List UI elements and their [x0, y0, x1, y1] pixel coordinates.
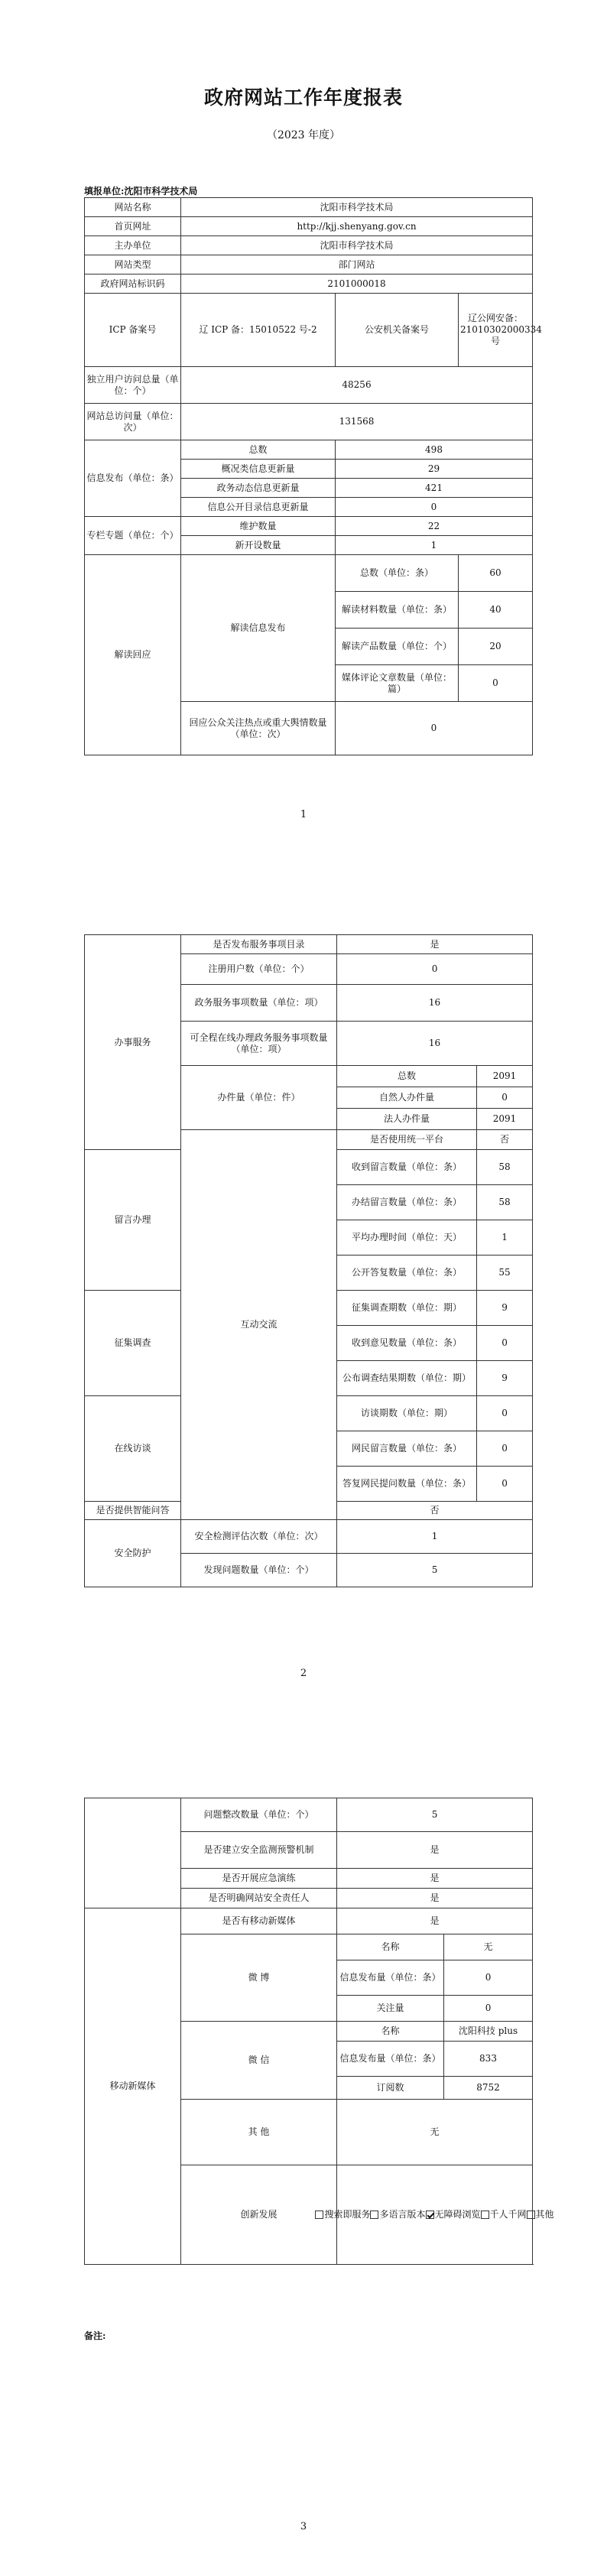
survey-count-label: 征集调查期数（单位：期） [337, 1291, 477, 1326]
wechat-pub-value: 833 [444, 2042, 533, 2077]
msg-recv-value: 58 [477, 1150, 533, 1185]
interpret-respond-value: 0 [336, 702, 533, 755]
media-has-label: 是否有移动新媒体 [181, 1908, 337, 1934]
security-check-label: 安全检测评估次数（单位：次） [181, 1520, 337, 1554]
column-maintain-label: 维护数量 [181, 517, 336, 536]
innovation-option-label: 搜索即服务 [324, 2209, 371, 2220]
survey-label: 征集调查 [85, 1291, 181, 1396]
info-catalog-value: 0 [336, 498, 533, 517]
police-label: 公安机关备案号 [336, 294, 459, 367]
home-url-value: http://kjj.shenyang.gov.cn [181, 217, 533, 236]
wechat-name-label: 名称 [337, 2022, 444, 2042]
innovation-label: 创新发展 [181, 2165, 337, 2265]
basic-info-table [84, 197, 542, 755]
home-url-label: 首页网址 [85, 217, 181, 236]
msg-pub-label: 公开答复数量（单位：条） [337, 1256, 477, 1291]
innovation-option-label: 其他 [535, 2209, 554, 2220]
info-publish-label: 信息发布（单位：条） [85, 440, 181, 517]
innovation-option[interactable] [527, 2209, 554, 2220]
site-type-label: 网站类型 [85, 255, 181, 274]
interact-platform-value: 否 [477, 1130, 533, 1150]
interpret-material-value: 40 [459, 592, 533, 629]
innovation-option[interactable] [370, 2209, 425, 2220]
msg-done-value: 58 [477, 1185, 533, 1220]
security-found-label: 发现问题数量（单位：个） [181, 1554, 337, 1587]
weibo-label: 微 博 [181, 1934, 337, 2022]
interpret-product-label: 解读产品数量（单位：个） [336, 629, 459, 665]
talk-label: 在线访谈 [85, 1396, 181, 1502]
checkbox-icon[interactable] [481, 2211, 489, 2219]
site-name-value: 沈阳市科学技术局 [181, 198, 533, 217]
service-corp-value: 2091 [477, 1109, 533, 1130]
service-interaction-table [84, 934, 533, 1587]
innovation-option[interactable] [426, 2209, 481, 2220]
sponsor-label: 主办单位 [85, 236, 181, 255]
checkbox-icon[interactable] [426, 2211, 434, 2219]
talk-reply-label: 答复网民提问数量（单位：条） [337, 1467, 477, 1502]
interpret-label: 解读回应 [85, 555, 181, 755]
other-media-label: 其 他 [181, 2100, 337, 2165]
innovation-option-label: 无障碍浏览 [434, 2209, 481, 2220]
survey-result-label: 公布调查结果期数（单位：期） [337, 1361, 477, 1396]
talk-count-value: 0 [477, 1396, 533, 1431]
media-has-value: 是 [337, 1908, 533, 1934]
info-overview-label: 概况类信息更新量 [181, 460, 336, 479]
msg-avg-label: 平均办理时间（单位：天） [337, 1220, 477, 1256]
innovation-option-label: 千人千网 [489, 2209, 527, 2220]
pv-label: 网站总访问量（单位：次） [85, 404, 181, 440]
service-label: 办事服务 [85, 935, 181, 1150]
service-handle-total-label: 总数 [337, 1066, 477, 1087]
talk-msg-label: 网民留言数量（单位：条） [337, 1431, 477, 1467]
interact-platform-label: 是否使用统一平台 [337, 1130, 477, 1150]
survey-result-value: 9 [477, 1361, 533, 1396]
column-new-label: 新开设数量 [181, 536, 336, 555]
innovation-option-label: 多语言版本 [379, 2209, 426, 2220]
weibo-fans-label: 关注量 [337, 1996, 444, 2022]
reporting-unit: 填报单位:沈阳市科学技术局 [84, 186, 198, 197]
wechat-name-value: 沈阳科技 plus [444, 2022, 533, 2042]
interpret-total-label: 总数（单位：条） [336, 555, 459, 592]
remark-label: 备注: [84, 2331, 106, 2341]
msg-handle-label: 留言办理 [85, 1150, 181, 1291]
service-person-value: 0 [477, 1087, 533, 1109]
column-label: 专栏专题（单位：个） [85, 517, 181, 555]
info-dynamic-value: 421 [336, 479, 533, 498]
security-monitor-value: 是 [337, 1832, 533, 1869]
service-publish-value: 是 [337, 935, 533, 954]
survey-opinion-value: 0 [477, 1326, 533, 1361]
service-online-label: 可全程在线办理政务服务事项数量（单位：项） [181, 1022, 337, 1066]
service-publish-label: 是否发布服务事项目录 [181, 935, 337, 954]
msg-recv-label: 收到留言数量（单位：条） [337, 1150, 477, 1185]
smart-qa-value: 否 [337, 1502, 533, 1520]
service-handle-label: 办件量（单位：件） [181, 1066, 337, 1130]
security-fix-label: 问题整改数量（单位：个） [181, 1798, 337, 1832]
security-check-value: 1 [337, 1520, 533, 1554]
checkbox-icon[interactable] [370, 2211, 378, 2219]
page-number: 2 [300, 1668, 307, 1679]
report-year: （2023 年度） [266, 129, 341, 141]
interpret-material-label: 解读材料数量（单位：条） [336, 592, 459, 629]
page-number: 1 [300, 809, 307, 820]
info-total-value: 498 [336, 440, 533, 460]
security-found-value: 5 [337, 1554, 533, 1587]
weibo-fans-value: 0 [444, 1996, 533, 2022]
security-drill-value: 是 [337, 1869, 533, 1889]
wechat-sub-value: 8752 [444, 2077, 533, 2100]
security-label: 安全防护 [85, 1520, 181, 1587]
icp-value: 辽 ICP 备：15010522 号-2 [181, 294, 336, 367]
weibo-name-label: 名称 [337, 1934, 444, 1960]
talk-msg-value: 0 [477, 1431, 533, 1467]
site-name-label: 网站名称 [85, 198, 181, 217]
wechat-pub-label: 信息发布量（单位：条） [337, 2042, 444, 2077]
site-type-value: 部门网站 [181, 255, 533, 274]
column-maintain-value: 22 [336, 517, 533, 536]
site-id-value: 2101000018 [181, 274, 533, 294]
page-title: 政府网站工作年度报表 [203, 86, 403, 109]
interpret-product-value: 20 [459, 629, 533, 665]
info-total-label: 总数 [181, 440, 336, 460]
innovation-option[interactable] [315, 2209, 370, 2220]
pv-value: 131568 [181, 404, 533, 440]
service-online-value: 16 [337, 1022, 533, 1066]
innovation-option[interactable] [481, 2209, 527, 2220]
column-new-value: 1 [336, 536, 533, 555]
interpret-media-label: 媒体评论文章数量（单位：篇） [336, 665, 459, 702]
weibo-name-value: 无 [444, 1934, 533, 1960]
weibo-pub-value: 0 [444, 1960, 533, 1996]
interpret-respond-label: 回应公众关注热点或重大舆情数量（单位：次） [181, 702, 336, 755]
wechat-sub-label: 订阅数 [337, 2077, 444, 2100]
checkbox-icon[interactable] [527, 2211, 535, 2219]
survey-opinion-label: 收到意见数量（单位：条） [337, 1326, 477, 1361]
police-value: 辽公网安备：21010302000334 号 [459, 294, 533, 367]
security-fix-value: 5 [337, 1798, 533, 1832]
checkbox-icon[interactable] [315, 2211, 323, 2219]
media-label: 移动新媒体 [85, 1908, 181, 2265]
service-reg-value: 0 [337, 954, 533, 985]
service-items-label: 政务服务事项数量（单位：项） [181, 985, 337, 1022]
service-items-value: 16 [337, 985, 533, 1022]
smart-qa-label: 是否提供智能问答 [85, 1502, 181, 1520]
talk-count-label: 访谈期数（单位：期） [337, 1396, 477, 1431]
service-corp-label: 法人办件量 [337, 1109, 477, 1130]
security-owner-label: 是否明确网站安全责任人 [181, 1889, 337, 1908]
msg-done-label: 办结留言数量（单位：条） [337, 1185, 477, 1220]
security-monitor-label: 是否建立安全监测预警机制 [181, 1832, 337, 1869]
service-reg-label: 注册用户数（单位：个） [181, 954, 337, 985]
security-media-table [84, 1798, 554, 2265]
page-number: 3 [300, 2521, 307, 2532]
security-cont-label [85, 1798, 181, 1908]
icp-label: ICP 备案号 [85, 294, 181, 367]
wechat-label: 微 信 [181, 2022, 337, 2100]
survey-count-value: 9 [477, 1291, 533, 1326]
info-catalog-label: 信息公开目录信息更新量 [181, 498, 336, 517]
service-person-label: 自然人办件量 [337, 1087, 477, 1109]
other-media-value: 无 [337, 2100, 533, 2165]
interpret-total-value: 60 [459, 555, 533, 592]
weibo-pub-label: 信息发布量（单位：条） [337, 1960, 444, 1996]
security-owner-value: 是 [337, 1889, 533, 1908]
uv-value: 48256 [181, 367, 533, 404]
interpret-media-value: 0 [459, 665, 533, 702]
interpret-publish-label: 解读信息发布 [181, 555, 336, 702]
talk-reply-value: 0 [477, 1467, 533, 1502]
interact-label: 互动交流 [181, 1130, 337, 1520]
msg-pub-value: 55 [477, 1256, 533, 1291]
security-drill-label: 是否开展应急演练 [181, 1869, 337, 1889]
msg-avg-value: 1 [477, 1220, 533, 1256]
uv-label: 独立用户访问总量（单位：个） [85, 367, 181, 404]
innovation-options [324, 2165, 554, 2265]
info-dynamic-label: 政务动态信息更新量 [181, 479, 336, 498]
info-overview-value: 29 [336, 460, 533, 479]
site-id-label: 政府网站标识码 [85, 274, 181, 294]
sponsor-value: 沈阳市科学技术局 [181, 236, 533, 255]
service-handle-total-value: 2091 [477, 1066, 533, 1087]
